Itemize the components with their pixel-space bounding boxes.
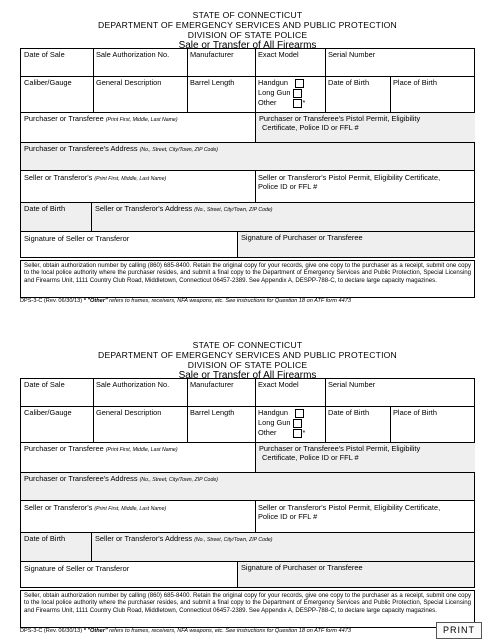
manufacturer-field[interactable] — [187, 49, 255, 76]
serial-number-field[interactable] — [325, 379, 475, 406]
seller-address-hint: (No., Street, City/Town, ZIP Code) — [194, 207, 273, 213]
seller-dob-field[interactable] — [21, 203, 91, 231]
form-footer — [20, 628, 351, 634]
seller-address-label: Seller or Transferor's Address — [95, 204, 193, 213]
caliber-field[interactable] — [21, 407, 93, 418]
seller-permit-field[interactable] — [255, 502, 475, 522]
seller-signature-field[interactable] — [21, 563, 237, 574]
firearm-type-group — [255, 77, 325, 109]
other-label: Other — [258, 98, 277, 107]
purchaser-permit-label: Purchaser or Transferee's Pistol Permit, Eligibility — [259, 444, 421, 453]
seller-name-hint: (Print First, Middle, Last Name) — [94, 506, 167, 512]
department-name: DEPARTMENT OF EMERGENCY SERVICES AND PUBLIC PROTECTION — [98, 20, 397, 30]
place-of-birth-label: Place of Birth — [393, 78, 437, 87]
division-name: DIVISION OF STATE POLICE — [187, 30, 308, 40]
handgun-checkbox[interactable] — [295, 409, 304, 418]
caliber-label: Caliber/Gauge — [24, 78, 72, 87]
barrel-length-field[interactable] — [187, 77, 255, 88]
seller-address-hint: (No., Street, City/Town, ZIP Code) — [194, 537, 273, 543]
instructions-notice: Seller, obtain authorization number by calling (860) 685-8400. Retain the original copy for your records, give one copy to the purchaser as a receipt, submit one copy to the local police authority where the purchaser resides, and submit a final copy to the Department of Emergency Services and Public Protection, Special Licensing and Firearms Unit, 1111 Country Club Road, Middletown, Connecticut 06457-2389. See Appendix A, DESPP-788-C, to declare large capacity magazines. — [20, 260, 475, 298]
other-asterisk: * — [302, 428, 306, 437]
long-gun-label: Long Gun — [258, 418, 291, 427]
seller-name-field[interactable] — [21, 172, 255, 185]
seller-signature-label: Signature of Seller or Transferor — [24, 234, 130, 243]
purchaser-signature-label: Signature of Purchaser or Transferee — [241, 233, 363, 242]
instructions-notice: Seller, obtain authorization number by calling (860) 685-8400. Retain the original copy for your records, give one copy to the purchaser as a receipt, submit one copy to the local police authority where the purchaser resides, and submit a final copy to the Department of Emergency Services and Public Protection, Special Licensing and Firearms Unit, 1111 Country Club Road, Middletown, Connecticut 06457-2389. See Appendix A, DESPP-788-C, to declare large capacity magazines. — [20, 590, 475, 628]
seller-permit-label-2: Police ID or FFL # — [258, 512, 318, 521]
long-gun-label: Long Gun — [258, 88, 291, 97]
purchaser-permit-field[interactable] — [256, 443, 475, 472]
purchaser-name-field[interactable] — [21, 443, 255, 472]
purchaser-name-hint: (Print First, Middle, Last Name) — [105, 447, 178, 453]
seller-dob-label: Date of Birth — [24, 534, 66, 543]
purchaser-address-hint: (No., Street, City/Town, ZIP Code) — [139, 147, 218, 153]
seller-dob-label: Date of Birth — [24, 204, 66, 213]
date-of-sale-label: Date of Sale — [24, 50, 65, 59]
serial-number-field[interactable] — [325, 49, 475, 76]
purchaser-name-field[interactable] — [21, 113, 255, 142]
other-note-bold: * "Other" — [83, 628, 108, 634]
caliber-field[interactable] — [21, 77, 93, 88]
seller-address-field[interactable] — [92, 533, 474, 561]
date-of-sale-label: Date of Sale — [24, 380, 65, 389]
seller-name-hint: (Print First, Middle, Last Name) — [94, 176, 167, 182]
purchaser-address-label: Purchaser or Transferee's Address — [24, 474, 138, 483]
date-of-sale-field[interactable] — [21, 379, 93, 406]
handgun-label: Handgun — [258, 78, 288, 87]
manufacturer-label: Manufacturer — [190, 50, 234, 59]
purchaser-signature-field[interactable] — [238, 562, 474, 587]
purchaser-signature-field[interactable] — [238, 232, 474, 257]
exact-model-field[interactable] — [255, 379, 325, 406]
purchaser-dob-label: Date of Birth — [328, 78, 370, 87]
handgun-checkbox[interactable] — [295, 79, 304, 88]
form-id: DPS-3-C (Rev. 06/30/13) — [20, 628, 83, 634]
seller-signature-label: Signature of Seller or Transferor — [24, 564, 130, 573]
exact-model-field[interactable] — [255, 49, 325, 76]
long-gun-checkbox[interactable] — [293, 419, 302, 428]
other-note: refers to frames, receivers, NFA weapons, etc. See instructions for Question 18 on ATF form 4473 — [107, 628, 351, 634]
form-footer — [20, 298, 351, 304]
exact-model-label: Exact Model — [258, 50, 299, 59]
purchaser-address-hint: (No., Street, City/Town, ZIP Code) — [139, 477, 218, 483]
place-of-birth-field[interactable] — [390, 407, 475, 442]
other-option — [258, 98, 322, 108]
other-asterisk: * — [302, 98, 306, 107]
other-note-bold: * "Other" — [83, 298, 108, 304]
seller-address-field[interactable] — [92, 203, 474, 231]
state-name: STATE OF CONNECTICUT — [192, 340, 303, 350]
caliber-label: Caliber/Gauge — [24, 408, 72, 417]
purchaser-address-field[interactable] — [21, 143, 474, 170]
form-id: DPS-3-C (Rev. 06/30/13) — [20, 298, 83, 304]
other-note: refers to frames, receivers, NFA weapons, etc. See instructions for Question 18 on ATF form 4473 — [107, 298, 351, 304]
long-gun-checkbox[interactable] — [293, 89, 302, 98]
date-of-sale-field[interactable] — [21, 49, 93, 76]
firearm-type-group — [255, 407, 325, 439]
seller-name-field[interactable] — [21, 502, 255, 515]
purchaser-name-label: Purchaser or Transferee — [24, 114, 104, 123]
form-title: Sale or Transfer of All Firearms — [178, 370, 317, 381]
general-description-field[interactable] — [93, 407, 187, 418]
sale-authorization-label: Sale Authorization No. — [96, 50, 170, 59]
purchaser-dob-field[interactable] — [325, 407, 390, 442]
seller-signature-field[interactable] — [21, 233, 237, 244]
serial-number-label: Serial Number — [328, 50, 376, 59]
purchaser-dob-field[interactable] — [325, 77, 390, 112]
purchaser-dob-label: Date of Birth — [328, 408, 370, 417]
seller-name-label: Seller or Transferor's — [24, 173, 93, 182]
department-name: DEPARTMENT OF EMERGENCY SERVICES AND PUBLIC PROTECTION — [98, 350, 397, 360]
state-name: STATE OF CONNECTICUT — [192, 10, 303, 20]
serial-number-label: Serial Number — [328, 380, 376, 389]
purchaser-permit-label-2: Certificate, Police ID or FFL # — [262, 453, 359, 462]
place-of-birth-label: Place of Birth — [393, 408, 437, 417]
seller-name-label: Seller or Transferor's — [24, 503, 93, 512]
purchaser-name-hint: (Print First, Middle, Last Name) — [105, 117, 178, 123]
purchaser-address-label: Purchaser or Transferee's Address — [24, 144, 138, 153]
manufacturer-field[interactable] — [187, 379, 255, 406]
long-gun-option — [258, 88, 322, 98]
handgun-label: Handgun — [258, 408, 288, 417]
handgun-option — [258, 78, 322, 88]
seller-address-label: Seller or Transferor's Address — [95, 534, 193, 543]
form-header — [0, 10, 495, 51]
sale-authorization-field[interactable] — [93, 49, 187, 76]
other-option — [258, 428, 322, 438]
handgun-option — [258, 408, 322, 418]
transfer-grid — [20, 378, 475, 588]
general-description-field[interactable] — [93, 77, 187, 88]
transfer-grid — [20, 48, 475, 258]
barrel-length-label: Barrel Length — [190, 78, 235, 87]
barrel-length-label: Barrel Length — [190, 408, 235, 417]
form-header — [0, 340, 495, 381]
form-title: Sale or Transfer of All Firearms — [178, 40, 317, 51]
long-gun-option — [258, 418, 322, 428]
general-description-label: General Description — [96, 408, 162, 417]
seller-permit-field[interactable] — [255, 172, 475, 192]
seller-permit-label: Seller or Transferor's Pistol Permit, Eligibility Certificate, — [258, 173, 441, 182]
purchaser-address-field[interactable] — [21, 473, 474, 500]
general-description-label: General Description — [96, 78, 162, 87]
print-button[interactable]: PRINT — [436, 622, 482, 639]
division-name: DIVISION OF STATE POLICE — [187, 360, 308, 370]
purchaser-permit-label: Purchaser or Transferee's Pistol Permit, Eligibility — [259, 114, 421, 123]
other-label: Other — [258, 428, 277, 437]
purchaser-permit-field[interactable] — [256, 113, 475, 142]
purchaser-signature-label: Signature of Purchaser or Transferee — [241, 563, 363, 572]
exact-model-label: Exact Model — [258, 380, 299, 389]
purchaser-name-label: Purchaser or Transferee — [24, 444, 104, 453]
place-of-birth-field[interactable] — [390, 77, 475, 112]
sale-authorization-label: Sale Authorization No. — [96, 380, 170, 389]
manufacturer-label: Manufacturer — [190, 380, 234, 389]
sale-authorization-field[interactable] — [93, 379, 187, 406]
barrel-length-field[interactable] — [187, 407, 255, 418]
seller-permit-label: Seller or Transferor's Pistol Permit, Eligibility Certificate, — [258, 503, 441, 512]
seller-dob-field[interactable] — [21, 533, 91, 561]
purchaser-permit-label-2: Certificate, Police ID or FFL # — [262, 123, 359, 132]
seller-permit-label-2: Police ID or FFL # — [258, 182, 318, 191]
